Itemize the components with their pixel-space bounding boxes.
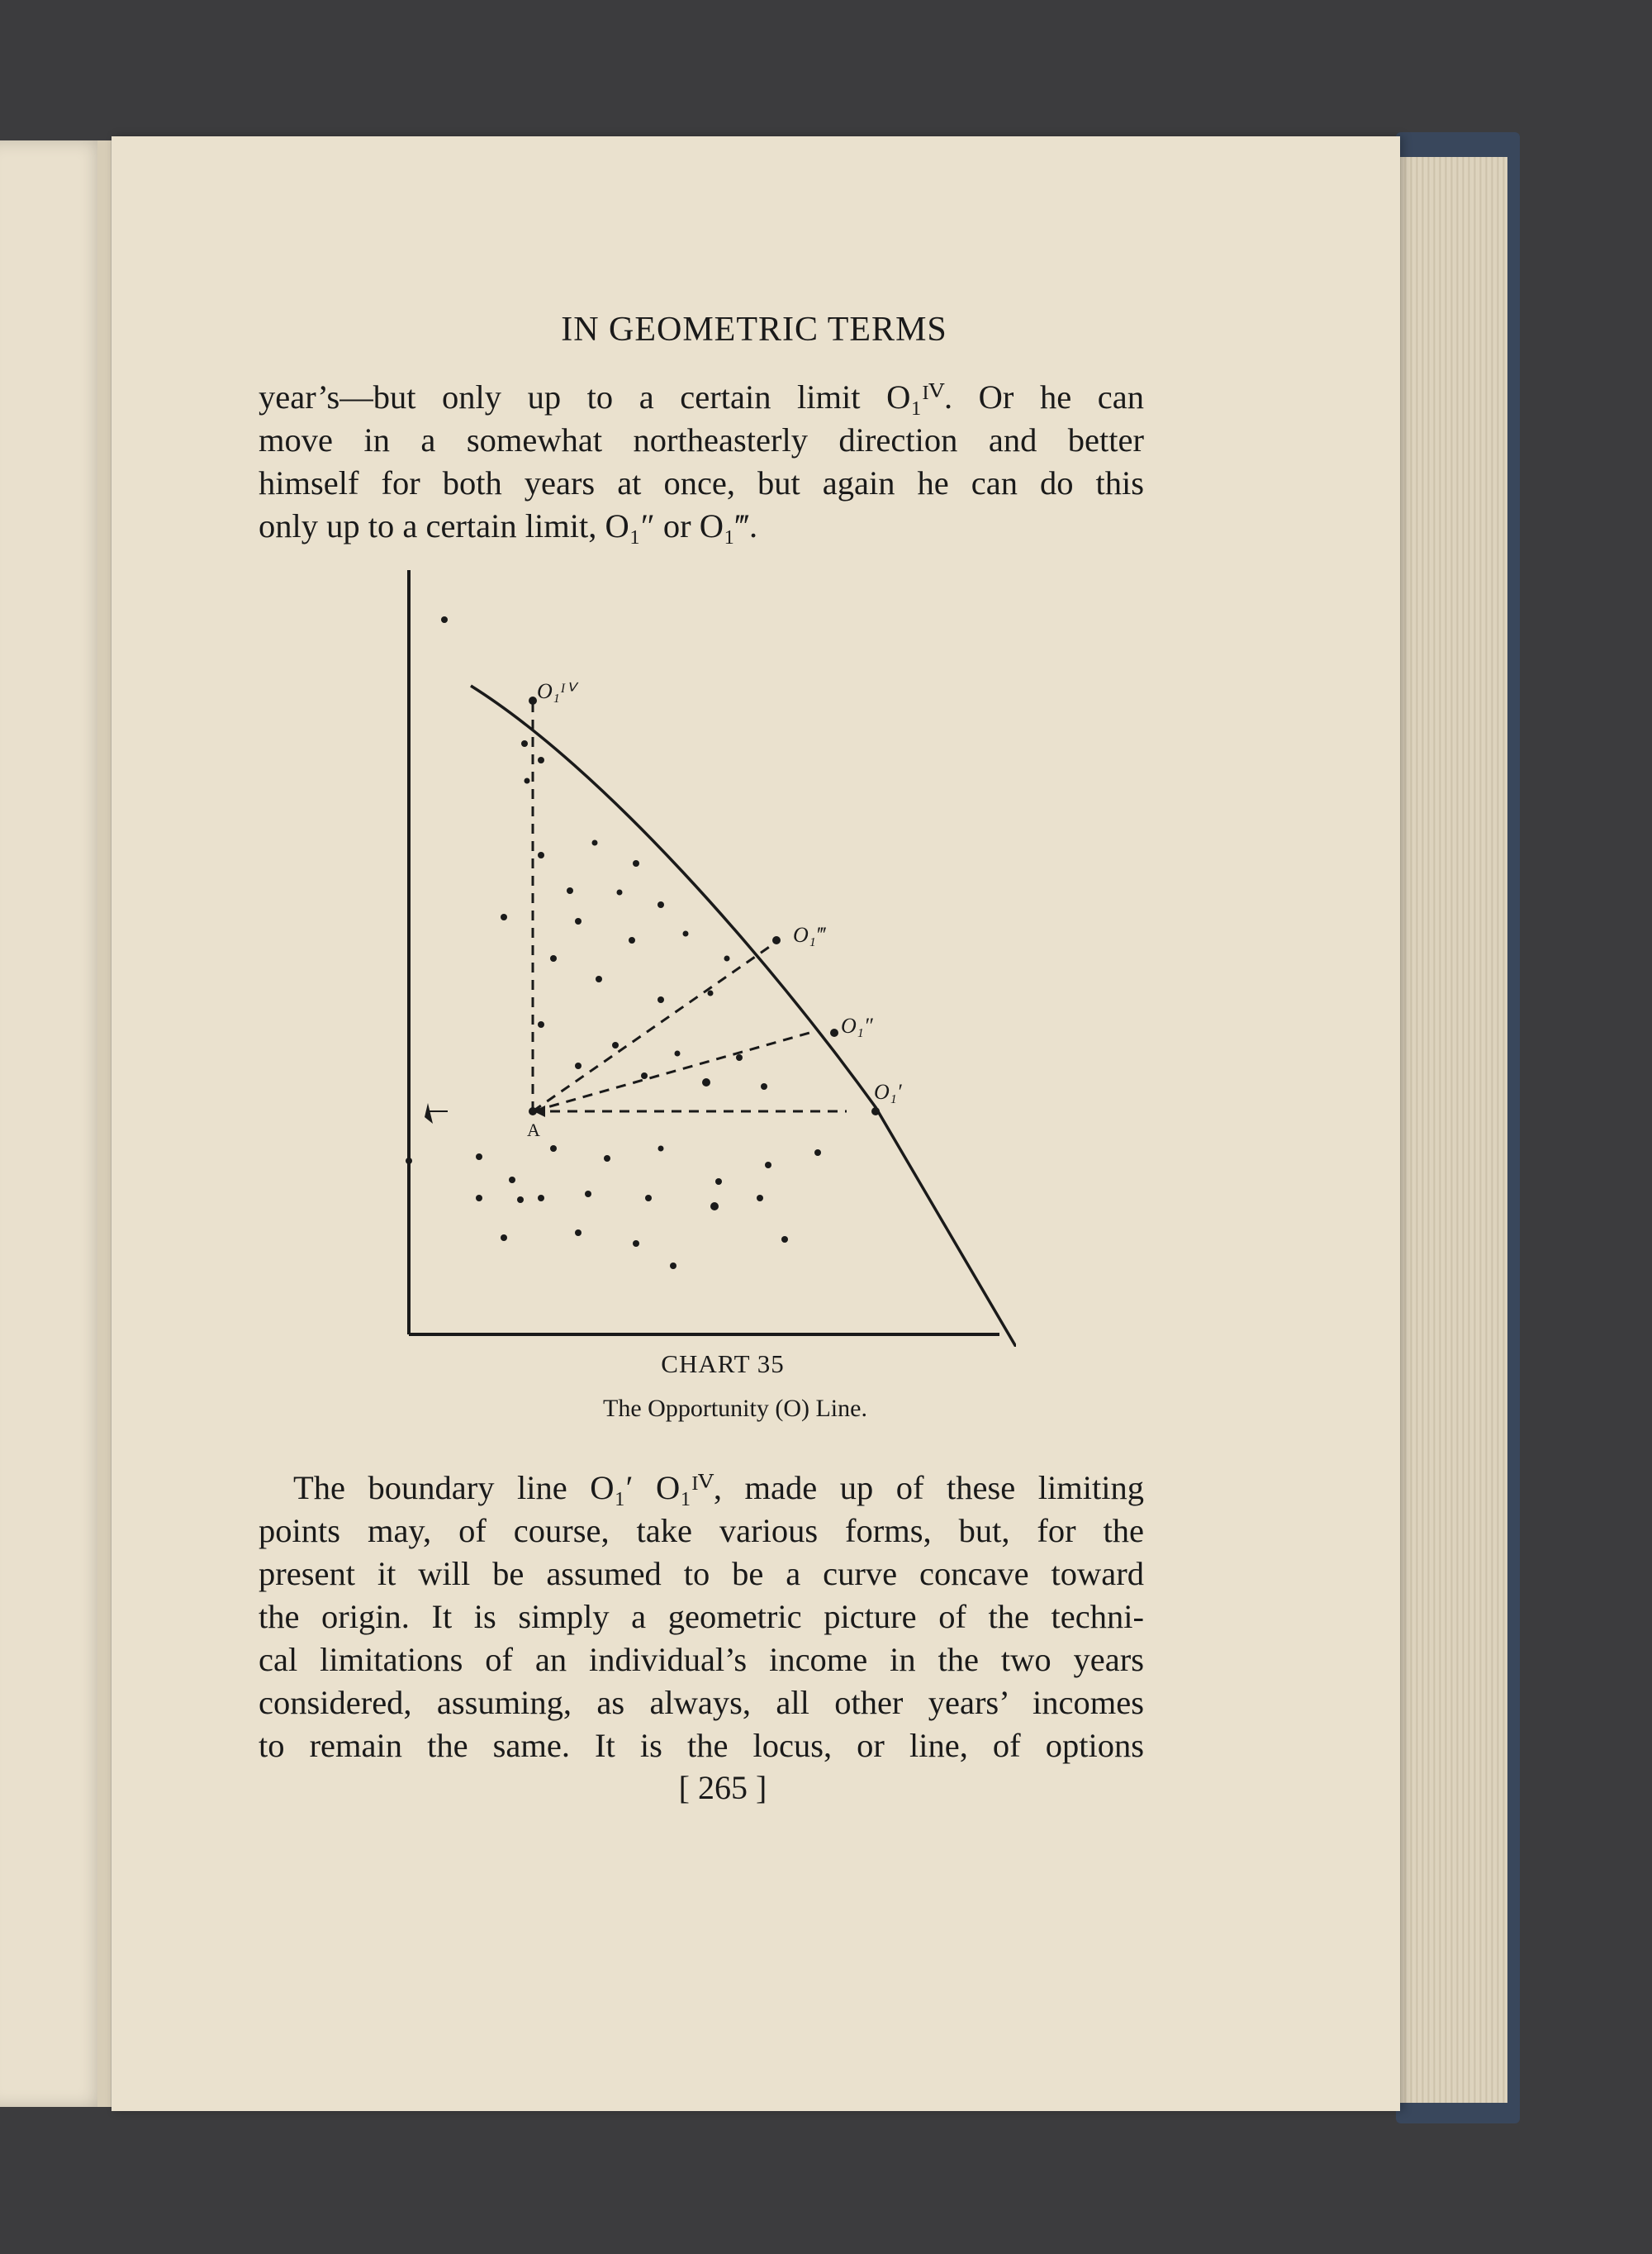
paragraph-1-line: himself for both years at once, but again he can do this: [259, 464, 1144, 502]
scatter-point: [604, 1155, 610, 1162]
scatter-point: [683, 931, 689, 937]
scatter-point: [585, 1191, 591, 1197]
paragraph-2-line: considered, assuming, as always, all other years’ incomes: [259, 1684, 1144, 1721]
scatter-point: [633, 860, 639, 867]
scatter-point: [538, 852, 544, 858]
left-page-gutter: [97, 140, 111, 2107]
o1-i-label: O₁′: [874, 1080, 902, 1104]
scatter-point: [501, 1234, 507, 1241]
chart-caption-title: CHART 35: [661, 1349, 785, 1378]
scatter-point: [509, 1177, 515, 1183]
scatter-point: [406, 1158, 412, 1164]
scatter-point: [675, 1051, 681, 1057]
scatter-point: [765, 1162, 771, 1168]
running-head: IN GEOMETRIC TERMS: [561, 311, 947, 349]
point-o1-i: [871, 1107, 880, 1115]
scatter-point: [538, 1195, 544, 1201]
point-o1-ii: [830, 1029, 838, 1037]
scatter-point: [724, 956, 730, 962]
scatter-point: [814, 1149, 821, 1156]
scatter-point: [476, 1153, 482, 1160]
scatter-point: [781, 1236, 788, 1243]
scatter-point: [575, 1229, 582, 1236]
scatter-point: [550, 955, 557, 962]
paragraph-2-line: cal limitations of an individual’s income in the two years: [259, 1641, 1144, 1678]
scatter-point: [702, 1078, 710, 1087]
paragraph-2-line: to remain the same. It is the locus, or line, of options: [259, 1727, 1144, 1764]
page-edges: [1396, 157, 1507, 2103]
scatter-point: [538, 757, 544, 763]
chart-caption-subtitle: The Opportunity (O) Line.: [603, 1395, 867, 1422]
page-number: [ 265 ]: [678, 1769, 767, 1806]
scatter-point: [476, 1195, 482, 1201]
scatter-point: [525, 778, 530, 784]
scatter-points: [406, 616, 821, 1269]
opportunity-line-chart: [388, 570, 1016, 1347]
paragraph-2: [259, 1467, 1144, 1767]
scatter-point: [657, 901, 664, 908]
scatter-point: [645, 1195, 652, 1201]
scatter-point: [629, 937, 635, 944]
o1-iii-label: O₁‴: [793, 923, 825, 947]
scatter-point: [657, 996, 664, 1003]
paragraph-1-line: move in a somewhat northeasterly direction and better: [259, 421, 1144, 459]
left-page: [0, 140, 112, 2107]
scatter-point: [617, 890, 623, 896]
o1-ii-label: O₁″: [841, 1014, 873, 1038]
scatter-point: [757, 1195, 763, 1201]
scatter-point: [575, 1063, 582, 1069]
paragraph-2-line: points may, of course, take various forms, but, for the: [259, 1512, 1144, 1549]
scatter-point: [521, 740, 528, 747]
scatter-point: [596, 976, 602, 982]
dashed-line-to-o1-iii: [533, 942, 776, 1111]
scatter-point: [736, 1054, 743, 1061]
opportunity-curve: [471, 686, 1016, 1347]
scatter-point: [592, 840, 598, 846]
scatter-point: [575, 918, 582, 925]
paragraph-2-line: The boundary line O₁′ O₁ᴵⱽ, made up of these limiting: [293, 1469, 1144, 1506]
scatter-point: [633, 1240, 639, 1247]
scatter-point: [550, 1145, 557, 1152]
small-arrow-head: [425, 1103, 433, 1124]
scatter-point: [710, 1202, 719, 1210]
scatter-point: [658, 1146, 664, 1152]
scatter-point: [670, 1263, 676, 1269]
point-o1-iii: [772, 936, 781, 944]
scatter-point: [708, 991, 714, 996]
dashed-line-to-o1-ii: [533, 1033, 809, 1111]
point-a: [529, 1107, 537, 1115]
paragraph-1-line: year’s—but only up to a certain limit O₁ᴵⱽ. Or he can: [259, 378, 1144, 416]
paragraph-1-line: only up to a certain limit, O₁″ or O₁‴.: [259, 507, 758, 544]
scatter-point: [441, 616, 448, 623]
scatter-point: [761, 1083, 767, 1090]
scatter-point: [641, 1072, 648, 1079]
scatter-point: [715, 1178, 722, 1185]
scatter-point: [501, 914, 507, 920]
scatter-point: [538, 1021, 544, 1028]
scatter-point: [517, 1196, 524, 1203]
paragraph-2-line: the origin. It is simply a geometric picture of the techni-: [259, 1598, 1144, 1635]
point-a-label: A: [527, 1120, 540, 1140]
scatter-point: [567, 887, 573, 894]
point-o1-iv: [529, 697, 537, 705]
paragraph-1: [259, 376, 1144, 548]
paragraph-2-line: present it will be assumed to be a curve concave toward: [259, 1555, 1144, 1592]
o1-iv-label: O₁ᴵⱽ: [537, 679, 575, 703]
scatter-point: [612, 1042, 619, 1049]
